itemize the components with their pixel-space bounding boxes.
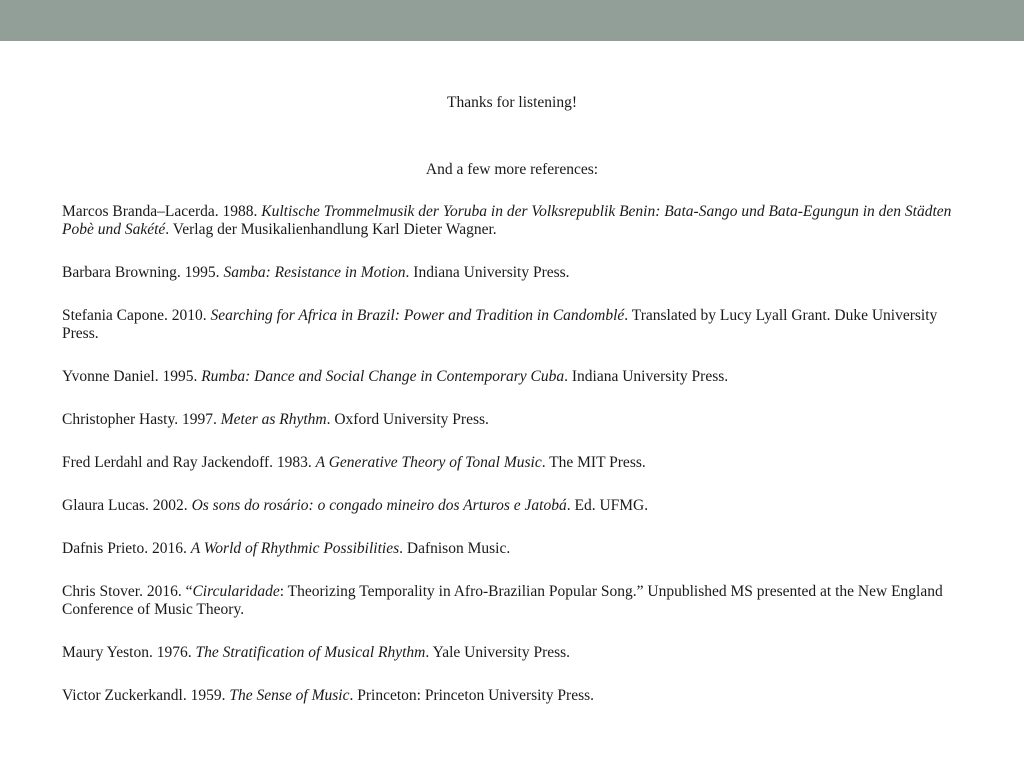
reference-item bbox=[62, 307, 962, 343]
reference-item bbox=[62, 368, 962, 386]
reference-title: Searching for Africa in Brazil: Power and Tradition in Candomblé bbox=[210, 307, 625, 324]
top-bar bbox=[0, 0, 1024, 41]
reference-publisher: . Translated by Lucy Lyall Grant. Duke University Press. bbox=[62, 307, 938, 342]
reference-author-year: Marcos Branda–Lacerda. 1988. bbox=[62, 203, 262, 220]
reference-title: A World of Rhythmic Possibilities bbox=[190, 540, 400, 557]
reference-item bbox=[62, 540, 962, 558]
reference-item bbox=[62, 411, 962, 429]
reference-title: Rumba: Dance and Social Change in Contemporary Cuba bbox=[201, 368, 565, 385]
reference-title: A Generative Theory of Tonal Music bbox=[315, 454, 542, 471]
reference-item bbox=[62, 583, 962, 619]
reference-item bbox=[62, 687, 962, 705]
reference-author-year: Barbara Browning. 1995. bbox=[62, 264, 224, 281]
reference-title: Circularidade bbox=[192, 583, 280, 600]
reference-publisher: . Indiana University Press. bbox=[564, 368, 729, 385]
reference-publisher: . Dafnison Music. bbox=[399, 540, 511, 557]
reference-author-year: Maury Yeston. 1976. bbox=[62, 644, 196, 661]
reference-title: Kultische Trommelmusik der Yoruba in der Volksrepublik Benin: Bata-Sango und Bata-Egungun in den Städten Pobè und Sakété bbox=[62, 203, 952, 238]
reference-author-year: Glaura Lucas. 2002. bbox=[62, 497, 192, 514]
reference-title: Meter as Rhythm bbox=[220, 411, 327, 428]
reference-publisher: . Yale University Press. bbox=[425, 644, 571, 661]
references-subheading: And a few more references: bbox=[425, 161, 599, 178]
reference-author-year: Chris Stover. 2016. “ bbox=[62, 583, 193, 600]
reference-author-year: Fred Lerdahl and Ray Jackendoff. 1983. bbox=[62, 454, 316, 471]
reference-list bbox=[62, 203, 962, 705]
reference-author-year: Yvonne Daniel. 1995. bbox=[62, 368, 202, 385]
reference-item bbox=[62, 454, 962, 472]
reference-item bbox=[62, 203, 962, 239]
reference-publisher: . The MIT Press. bbox=[541, 454, 646, 471]
thanks-heading: Thanks for listening! bbox=[446, 94, 577, 111]
reference-author-year: Victor Zuckerkandl. 1959. bbox=[62, 687, 230, 704]
reference-author-year: Dafnis Prieto. 2016. bbox=[62, 540, 191, 557]
reference-title: The Stratification of Musical Rhythm bbox=[195, 644, 426, 661]
reference-publisher: . Princeton: Princeton University Press. bbox=[349, 687, 595, 704]
reference-author-year: Christopher Hasty. 1997. bbox=[62, 411, 221, 428]
slide-content bbox=[62, 93, 962, 730]
reference-publisher: . Oxford University Press. bbox=[326, 411, 489, 428]
reference-publisher: . Ed. UFMG. bbox=[566, 497, 649, 514]
reference-publisher: . Indiana University Press. bbox=[405, 264, 570, 281]
reference-item bbox=[62, 497, 962, 515]
reference-title: The Sense of Music bbox=[229, 687, 350, 704]
reference-title: Os sons do rosário: o congado mineiro dos Arturos e Jatobá bbox=[191, 497, 567, 514]
reference-author-year: Stefania Capone. 2010. bbox=[62, 307, 211, 324]
reference-item bbox=[62, 644, 962, 662]
reference-publisher: . Verlag der Musikalienhandlung Karl Dieter Wagner. bbox=[165, 221, 497, 238]
reference-publisher: : Theorizing Temporality in Afro-Brazilian Popular Song.” Unpublished MS presented at the New England Conference of Music Theory. bbox=[62, 583, 943, 618]
reference-item bbox=[62, 264, 962, 282]
reference-title: Samba: Resistance in Motion bbox=[223, 264, 406, 281]
